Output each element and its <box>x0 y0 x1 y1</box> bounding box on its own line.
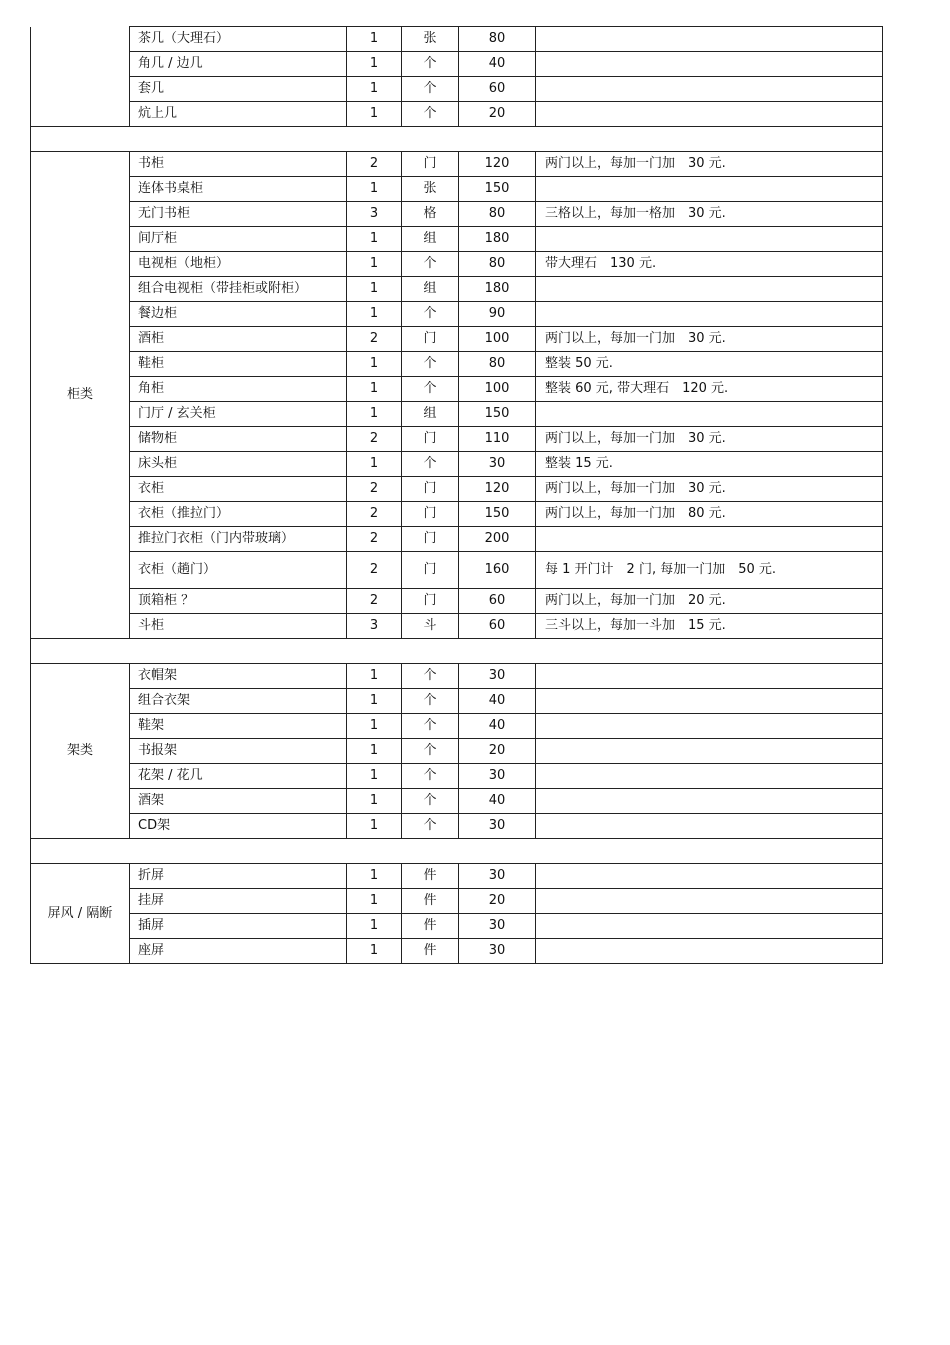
table-row <box>31 52 883 77</box>
item-price: 60 <box>459 614 536 639</box>
item-price: 150 <box>459 502 536 527</box>
table-row <box>31 664 883 689</box>
item-unit: 个 <box>402 764 459 789</box>
item-price: 80 <box>459 27 536 52</box>
category-cell: 柜类 <box>31 152 130 639</box>
table-row <box>31 452 883 477</box>
item-name: 酒架 <box>130 789 347 814</box>
item-name: 床头柜 <box>130 452 347 477</box>
item-price: 30 <box>459 864 536 889</box>
item-note <box>536 889 883 914</box>
item-qty: 1 <box>347 914 402 939</box>
table-row <box>31 327 883 352</box>
table-row <box>31 377 883 402</box>
item-name: 组合电视柜（带挂柜或附柜） <box>130 277 347 302</box>
item-name: 茶几（大理石） <box>130 27 347 52</box>
item-unit: 组 <box>402 227 459 252</box>
item-name: 无门书柜 <box>130 202 347 227</box>
item-qty: 1 <box>347 789 402 814</box>
item-name: 折屏 <box>130 864 347 889</box>
item-price: 200 <box>459 527 536 552</box>
item-name: 套几 <box>130 77 347 102</box>
item-note: 三格以上，每加一格加 30 元. <box>536 202 883 227</box>
item-unit: 个 <box>402 252 459 277</box>
item-price: 120 <box>459 477 536 502</box>
item-qty: 1 <box>347 377 402 402</box>
item-price: 40 <box>459 689 536 714</box>
item-qty: 2 <box>347 427 402 452</box>
item-note <box>536 102 883 127</box>
item-name: 座屏 <box>130 939 347 964</box>
item-note <box>536 814 883 839</box>
item-qty: 2 <box>347 589 402 614</box>
table-row <box>31 714 883 739</box>
item-unit: 个 <box>402 814 459 839</box>
item-note <box>536 52 883 77</box>
item-note <box>536 914 883 939</box>
item-price: 90 <box>459 302 536 327</box>
item-qty: 1 <box>347 402 402 427</box>
item-name: 衣帽架 <box>130 664 347 689</box>
item-unit: 格 <box>402 202 459 227</box>
item-unit: 个 <box>402 739 459 764</box>
item-unit: 门 <box>402 152 459 177</box>
item-qty: 2 <box>347 502 402 527</box>
item-price: 150 <box>459 402 536 427</box>
table-row <box>31 502 883 527</box>
item-qty: 2 <box>347 477 402 502</box>
item-price: 30 <box>459 939 536 964</box>
table-row <box>31 277 883 302</box>
table-row <box>31 527 883 552</box>
item-unit: 门 <box>402 502 459 527</box>
item-note <box>536 739 883 764</box>
item-note <box>536 277 883 302</box>
item-note <box>536 77 883 102</box>
separator-cell <box>31 639 883 664</box>
table-row <box>31 589 883 614</box>
item-unit: 件 <box>402 939 459 964</box>
item-qty: 1 <box>347 452 402 477</box>
item-unit: 个 <box>402 352 459 377</box>
category-cell: 屏风 / 隔断 <box>31 864 130 964</box>
item-price: 40 <box>459 52 536 77</box>
item-qty: 1 <box>347 227 402 252</box>
table-row <box>31 152 883 177</box>
item-name: CD架 <box>130 814 347 839</box>
table-row <box>31 814 883 839</box>
item-price: 160 <box>459 552 536 589</box>
item-price: 30 <box>459 914 536 939</box>
item-qty: 1 <box>347 27 402 52</box>
item-qty: 1 <box>347 864 402 889</box>
category-cell: 架类 <box>31 664 130 839</box>
item-note: 带大理石 130 元. <box>536 252 883 277</box>
table-row <box>31 252 883 277</box>
item-note <box>536 402 883 427</box>
table-row <box>31 789 883 814</box>
item-unit: 个 <box>402 789 459 814</box>
item-price: 60 <box>459 77 536 102</box>
item-unit: 个 <box>402 302 459 327</box>
item-unit: 组 <box>402 402 459 427</box>
item-qty: 3 <box>347 614 402 639</box>
item-price: 20 <box>459 102 536 127</box>
table-row <box>31 202 883 227</box>
item-price: 110 <box>459 427 536 452</box>
item-name: 鞋架 <box>130 714 347 739</box>
item-unit: 个 <box>402 689 459 714</box>
item-note <box>536 764 883 789</box>
item-qty: 1 <box>347 889 402 914</box>
item-unit: 个 <box>402 102 459 127</box>
table-row <box>31 27 883 52</box>
item-unit: 张 <box>402 27 459 52</box>
item-note <box>536 789 883 814</box>
table-row <box>31 939 883 964</box>
item-unit: 门 <box>402 589 459 614</box>
item-price: 30 <box>459 452 536 477</box>
item-note <box>536 689 883 714</box>
item-price: 20 <box>459 739 536 764</box>
separator-cell <box>31 127 883 152</box>
item-price: 40 <box>459 714 536 739</box>
item-name: 酒柜 <box>130 327 347 352</box>
item-note <box>536 939 883 964</box>
item-unit: 门 <box>402 477 459 502</box>
item-note <box>536 302 883 327</box>
item-name: 连体书桌柜 <box>130 177 347 202</box>
item-qty: 1 <box>347 739 402 764</box>
item-qty: 1 <box>347 302 402 327</box>
item-unit: 组 <box>402 277 459 302</box>
item-name: 书报架 <box>130 739 347 764</box>
item-price: 150 <box>459 177 536 202</box>
item-name: 插屏 <box>130 914 347 939</box>
item-name: 鞋柜 <box>130 352 347 377</box>
item-name: 组合衣架 <box>130 689 347 714</box>
table-row <box>31 552 883 589</box>
item-unit: 件 <box>402 864 459 889</box>
item-unit: 个 <box>402 452 459 477</box>
table-row <box>31 889 883 914</box>
item-unit: 门 <box>402 552 459 589</box>
item-name: 书柜 <box>130 152 347 177</box>
item-name: 炕上几 <box>130 102 347 127</box>
item-price: 180 <box>459 277 536 302</box>
table-row <box>31 614 883 639</box>
item-name: 角柜 <box>130 377 347 402</box>
item-note: 两门以上，每加一门加 30 元. <box>536 152 883 177</box>
item-unit: 门 <box>402 527 459 552</box>
item-unit: 门 <box>402 327 459 352</box>
item-note: 两门以上，每加一门加 30 元. <box>536 477 883 502</box>
table-row <box>31 689 883 714</box>
item-price: 30 <box>459 814 536 839</box>
item-note <box>536 177 883 202</box>
separator-row <box>31 839 883 864</box>
item-note: 两门以上，每加一门加 30 元. <box>536 327 883 352</box>
item-note: 两门以上，每加一门加 80 元. <box>536 502 883 527</box>
item-qty: 1 <box>347 177 402 202</box>
table-row <box>31 302 883 327</box>
item-note <box>536 864 883 889</box>
item-price: 180 <box>459 227 536 252</box>
item-qty: 1 <box>347 664 402 689</box>
item-price: 120 <box>459 152 536 177</box>
separator-row <box>31 127 883 152</box>
item-note <box>536 227 883 252</box>
item-qty: 1 <box>347 352 402 377</box>
item-note: 整装 50 元. <box>536 352 883 377</box>
item-price: 40 <box>459 789 536 814</box>
item-unit: 张 <box>402 177 459 202</box>
table-row <box>31 402 883 427</box>
table-row <box>31 227 883 252</box>
table-row <box>31 739 883 764</box>
price-table-body <box>31 27 883 964</box>
item-price: 30 <box>459 664 536 689</box>
item-qty: 1 <box>347 277 402 302</box>
table-row <box>31 177 883 202</box>
table-row <box>31 77 883 102</box>
item-qty: 1 <box>347 689 402 714</box>
item-qty: 1 <box>347 814 402 839</box>
item-qty: 2 <box>347 327 402 352</box>
item-name: 角几 / 边几 <box>130 52 347 77</box>
item-qty: 1 <box>347 52 402 77</box>
item-name: 衣柜 <box>130 477 347 502</box>
item-qty: 1 <box>347 102 402 127</box>
item-note: 整装 15 元. <box>536 452 883 477</box>
item-name: 花架 / 花几 <box>130 764 347 789</box>
separator-row <box>31 639 883 664</box>
item-price: 80 <box>459 352 536 377</box>
item-qty: 2 <box>347 527 402 552</box>
item-name: 储物柜 <box>130 427 347 452</box>
item-qty: 1 <box>347 764 402 789</box>
item-unit: 件 <box>402 889 459 914</box>
item-unit: 个 <box>402 714 459 739</box>
item-qty: 3 <box>347 202 402 227</box>
item-name: 推拉门衣柜（门内带玻璃） <box>130 527 347 552</box>
item-name: 顶箱柜 ？ <box>130 589 347 614</box>
item-note: 两门以上，每加一门加 30 元. <box>536 427 883 452</box>
item-note <box>536 714 883 739</box>
item-unit: 个 <box>402 77 459 102</box>
item-price: 80 <box>459 202 536 227</box>
table-row <box>31 427 883 452</box>
item-qty: 1 <box>347 939 402 964</box>
item-price: 100 <box>459 377 536 402</box>
item-name: 门厅 / 玄关柜 <box>130 402 347 427</box>
item-qty: 1 <box>347 252 402 277</box>
item-price: 20 <box>459 889 536 914</box>
item-name: 衣柜（趟门） <box>130 552 347 589</box>
price-table <box>30 26 883 964</box>
item-qty: 2 <box>347 552 402 589</box>
category-cell-continued <box>31 27 130 127</box>
item-price: 100 <box>459 327 536 352</box>
item-note <box>536 664 883 689</box>
table-row <box>31 864 883 889</box>
item-name: 间厅柜 <box>130 227 347 252</box>
item-unit: 件 <box>402 914 459 939</box>
item-name: 挂屏 <box>130 889 347 914</box>
item-price: 60 <box>459 589 536 614</box>
item-note: 整装 60 元, 带大理石 120 元. <box>536 377 883 402</box>
item-qty: 2 <box>347 152 402 177</box>
item-note: 两门以上，每加一门加 20 元. <box>536 589 883 614</box>
table-row <box>31 477 883 502</box>
item-qty: 1 <box>347 77 402 102</box>
item-name: 电视柜（地柜） <box>130 252 347 277</box>
table-row <box>31 352 883 377</box>
item-unit: 个 <box>402 664 459 689</box>
item-qty: 1 <box>347 714 402 739</box>
item-name: 斗柜 <box>130 614 347 639</box>
item-note <box>536 527 883 552</box>
item-name: 衣柜（推拉门） <box>130 502 347 527</box>
item-name: 餐边柜 <box>130 302 347 327</box>
separator-cell <box>31 839 883 864</box>
item-price: 30 <box>459 764 536 789</box>
table-row <box>31 764 883 789</box>
table-row <box>31 102 883 127</box>
item-note: 每 1 开门计 2 门, 每加一门加 50 元. <box>536 552 883 589</box>
item-unit: 个 <box>402 377 459 402</box>
item-note <box>536 27 883 52</box>
item-unit: 门 <box>402 427 459 452</box>
item-price: 80 <box>459 252 536 277</box>
item-unit: 斗 <box>402 614 459 639</box>
table-row <box>31 914 883 939</box>
item-unit: 个 <box>402 52 459 77</box>
item-note: 三斗以上，每加一斗加 15 元. <box>536 614 883 639</box>
